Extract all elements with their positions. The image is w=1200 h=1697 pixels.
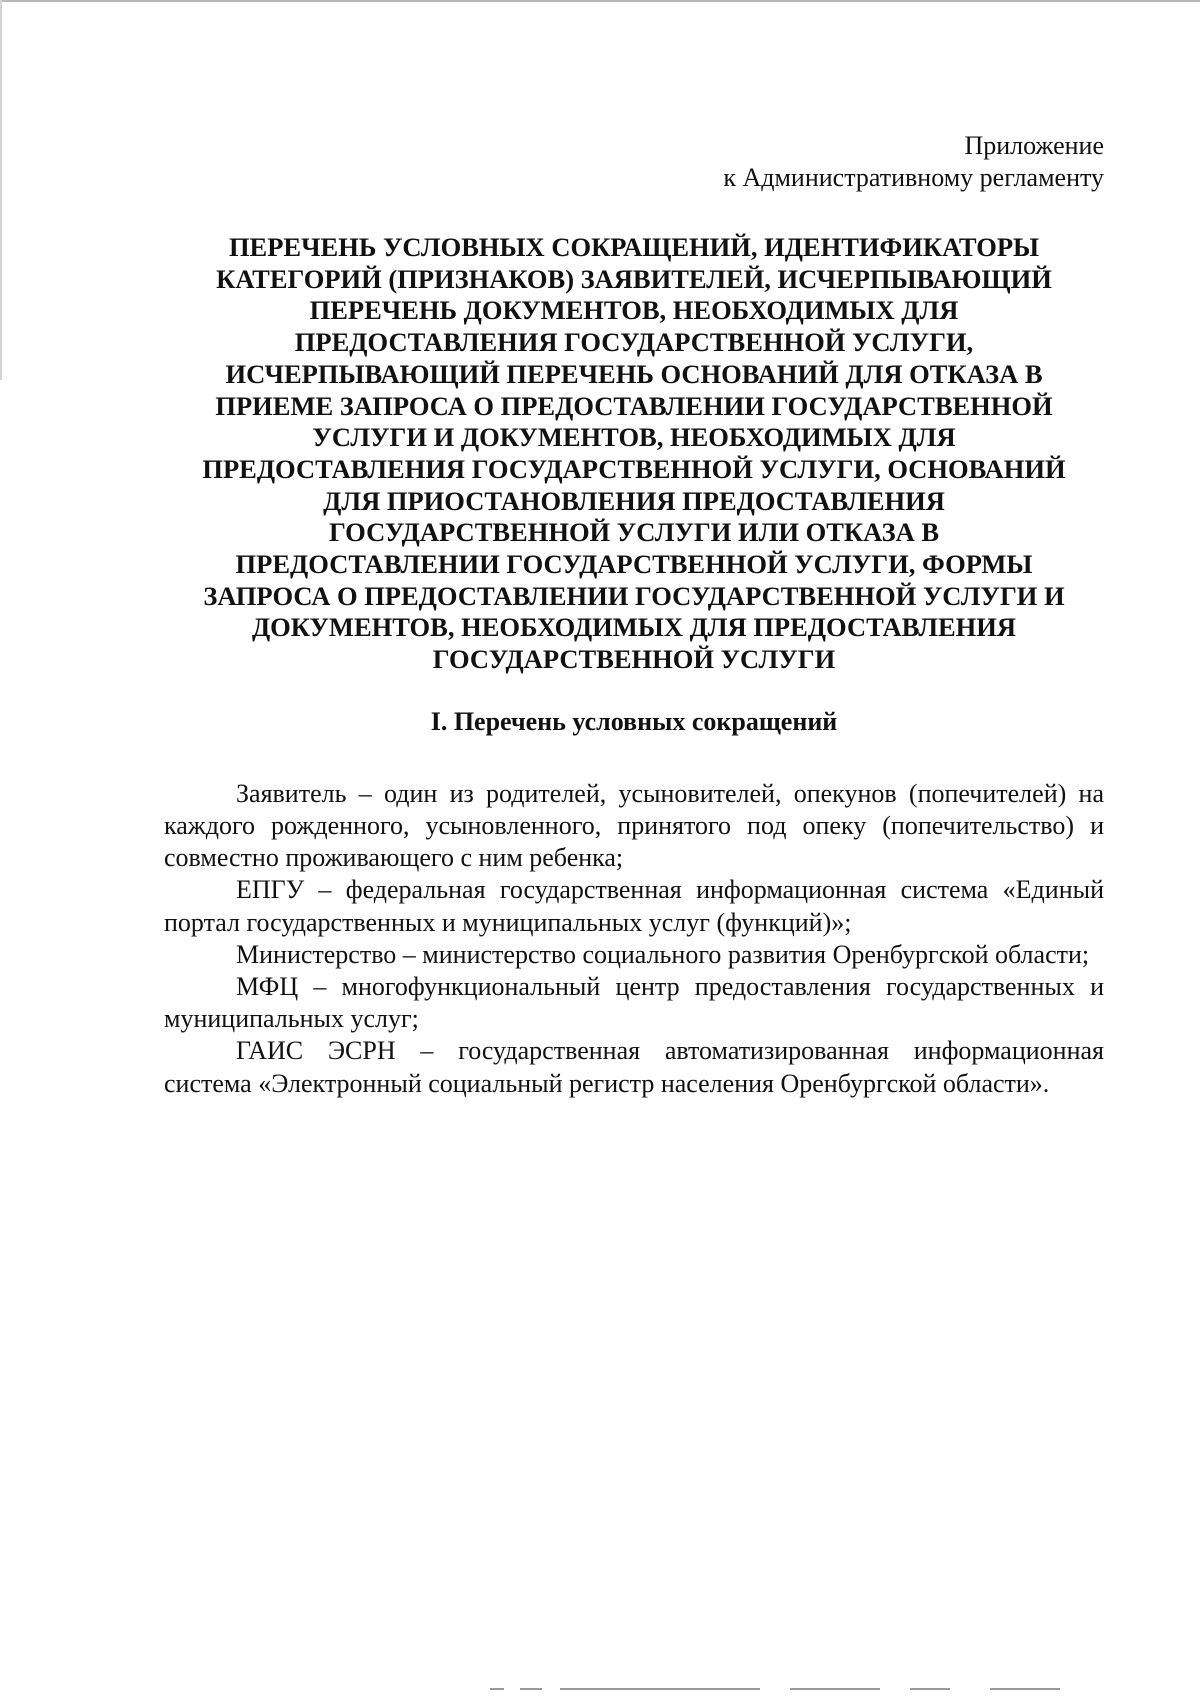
title-line: ПРЕДОСТАВЛЕНИЯ ГОСУДАРСТВЕННОЙ УСЛУГИ, ОСНОВАНИЙ <box>202 453 1066 484</box>
title-line: ИСЧЕРПЫВАЮЩИЙ ПЕРЕЧЕНЬ ОСНОВАНИЙ ДЛЯ ОТКАЗА В <box>225 358 1043 389</box>
definition-paragraph-ministry: Министерство – министерство социального развития Оренбургской области; <box>236 939 1090 969</box>
appendix-line-1: Приложение <box>964 131 1104 160</box>
scan-left-edge <box>0 0 2 380</box>
title-line: ДОКУМЕНТОВ, НЕОБХОДИМЫХ ДЛЯ ПРЕДОСТАВЛЕНИЯ <box>251 612 1017 643</box>
title-line: ПРИЕМЕ ЗАПРОСА О ПРЕДОСТАВЛЕНИИ ГОСУДАРСТВЕННОЙ <box>215 390 1053 421</box>
title-line: ПРЕДОСТАВЛЕНИИ ГОСУДАРСТВЕННОЙ УСЛУГИ, ФОРМЫ <box>235 549 1033 580</box>
title-line: ДЛЯ ПРИОСТАНОВЛЕНИЯ ПРЕДОСТАВЛЕНИЯ <box>323 485 945 516</box>
title-line: ПЕРЕЧЕНЬ ДОКУМЕНТОВ, НЕОБХОДИМЫХ ДЛЯ <box>309 295 959 326</box>
scan-bottom-marks <box>490 1688 1090 1692</box>
appendix-note <box>164 130 1104 194</box>
section-heading: I. Перечень условных сокращений <box>430 706 838 736</box>
title-line: ПРЕДОСТАВЛЕНИЯ ГОСУДАРСТВЕННОЙ УСЛУГИ, <box>294 327 974 358</box>
title-line: КАТЕГОРИЙ (ПРИЗНАКОВ) ЗАЯВИТЕЛЕЙ, ИСЧЕРПЫВАЮЩИЙ <box>216 263 1052 294</box>
scan-top-edge <box>0 0 1200 2</box>
appendix-line-2: к Административному регламенту <box>723 163 1104 192</box>
title-line: ПЕРЕЧЕНЬ УСЛОВНЫХ СОКРАЩЕНИЙ, ИДЕНТИФИКАТОРЫ <box>228 232 1040 262</box>
definitions-list <box>164 778 1104 1100</box>
title-line: ГОСУДАРСТВЕННОЙ УСЛУГИ ИЛИ ОТКАЗА В <box>328 517 940 548</box>
title-line: ЗАПРОСА О ПРЕДОСТАВЛЕНИИ ГОСУДАРСТВЕННОЙ УСЛУГИ И <box>203 580 1065 611</box>
title-line: ГОСУДАРСТВЕННОЙ УСЛУГИ <box>432 644 836 675</box>
definition-paragraph-mfc: МФЦ – многофункциональный центр предоставления государственных и муниципальных услуг; <box>164 972 1104 1034</box>
definition-paragraph-epgu: ЕПГУ – федеральная государственная информационная система «Единый портал государственных и муниципальных услуг (функций)»; <box>164 875 1104 937</box>
definition-paragraph-gais-esrn: ГАИС ЭСРН – государственная автоматизированная информационная система «Электронный социальный регистр населения Оренбургской области». <box>164 1036 1104 1098</box>
document-page <box>164 130 1104 1100</box>
title-line: УСЛУГИ И ДОКУМЕНТОВ, НЕОБХОДИМЫХ ДЛЯ <box>312 422 956 453</box>
document-title <box>174 232 1094 676</box>
definition-paragraph-applicant: Заявитель – один из родителей, усыновителей, опекунов (попечителей) на каждого рожденного, усыновленного, принятого под опеку (попечительство) и совместно проживающего с ним ребенка; <box>164 778 1104 873</box>
